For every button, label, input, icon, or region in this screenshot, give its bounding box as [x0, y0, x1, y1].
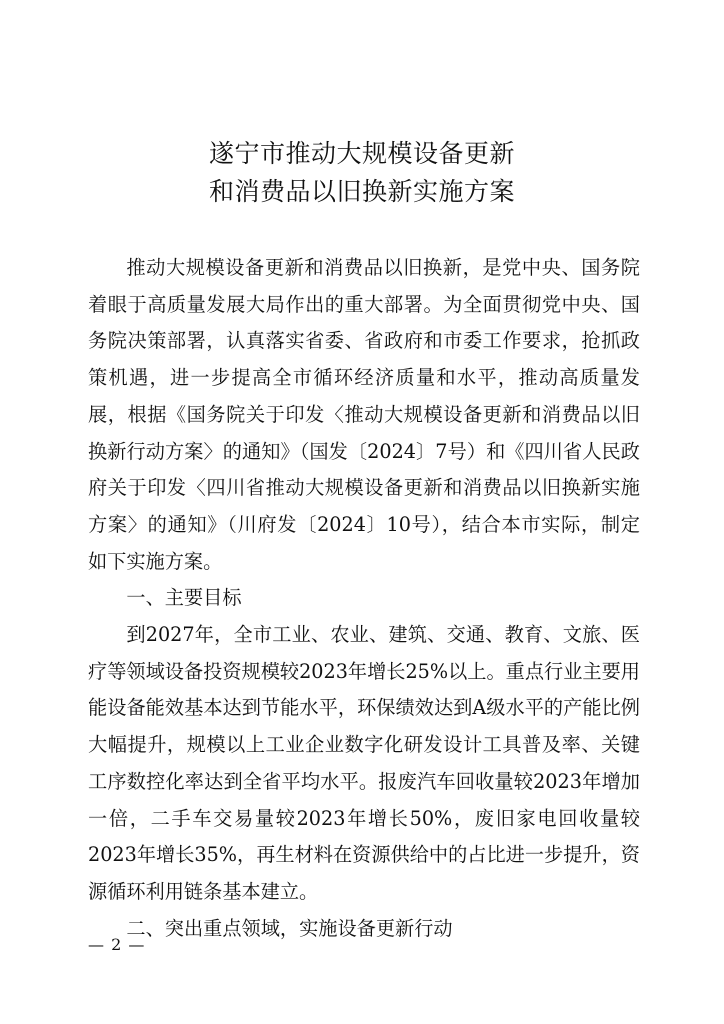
intro-paragraph: 推动大规模设备更新和消费品以旧换新，是党中央、国务院着眼于高质量发展大局作出的重大部署。为全面贯彻党中央、国务院决策部署，认真落实省委、省政府和市委工作要求，抢抓政策机遇，进一步提高全市循环经济质量和水平，推动高质量发展，根据《国务院关于印发〈推动大规模设备更新和消费品以旧换新行动方案〉的通知》（国发〔2024〕7号）和《四川省人民政府关于印发〈四川省推动大规模设备更新和消费品以旧换新实施方案〉的通知》（川府发〔2024〕10号），结合本市实际，制定如下实施方案。	[88, 256, 640, 573]
main-goals-paragraph: 到2027年，全市工业、农业、建筑、交通、教育、文旅、医疗等领域设备投资规模较2023年增长25%以上。重点行业主要用能设备能效基本达到节能水平，环保绩效达到A级水平的产能比例大幅提升，规模以上工业企业数字化研发设计工具普及率、关键工序数控化率达到全省平均水平。报废汽车回收量较2023年增加一倍，二手车交易量较2023年增长50%，废旧家电回收量较2023年增长35%，再生材料在资源供给中的占比进一步提升，资源循环利用链条基本建立。	[88, 623, 640, 903]
page-number: — 2 —	[88, 935, 146, 954]
document-title-line-2: 和消费品以旧换新实施方案	[208, 177, 515, 206]
section-heading-key-areas: 二、突出重点领域，实施设备更新行动	[126, 916, 453, 940]
document-title-line-1: 遂宁市推动大规模设备更新	[208, 139, 515, 168]
section-heading-main-goals: 一、主要目标	[126, 586, 242, 610]
document-body	[88, 250, 640, 947]
